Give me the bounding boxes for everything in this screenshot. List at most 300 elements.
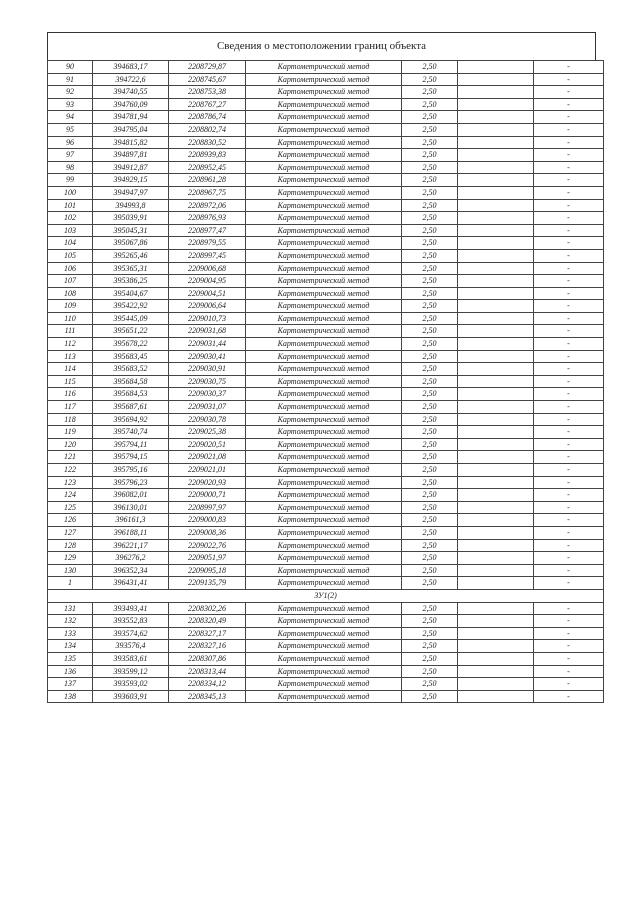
table-cell: 2,50 — [402, 199, 458, 212]
table-cell — [458, 564, 534, 577]
table-cell: 2,50 — [402, 111, 458, 124]
table-cell: 394897,81 — [93, 149, 169, 162]
table-cell: Картометрический метод — [246, 61, 402, 74]
table-cell — [458, 388, 534, 401]
table-cell: 2208830,52 — [169, 136, 246, 149]
table-cell: Картометрический метод — [246, 413, 402, 426]
table-cell: 2209006,68 — [169, 262, 246, 275]
table-cell — [458, 161, 534, 174]
table-cell — [458, 61, 534, 74]
table-cell: - — [534, 249, 604, 262]
table-cell: 2,50 — [402, 652, 458, 665]
table-cell: - — [534, 602, 604, 615]
table-cell: Картометрический метод — [246, 464, 402, 477]
table-cell: 2,50 — [402, 388, 458, 401]
table-cell: 395651,22 — [93, 325, 169, 338]
table-row — [48, 161, 604, 174]
table-cell: Картометрический метод — [246, 275, 402, 288]
table-cell: Картометрический метод — [246, 514, 402, 527]
table-row — [48, 73, 604, 86]
table-cell: 112 — [48, 338, 93, 351]
table-cell: 2208939,83 — [169, 149, 246, 162]
table-cell: - — [534, 577, 604, 590]
table-row — [48, 237, 604, 250]
table-cell: 2208334,12 — [169, 678, 246, 691]
table-cell: Картометрический метод — [246, 476, 402, 489]
table-cell: Картометрический метод — [246, 312, 402, 325]
table-cell: 2,50 — [402, 451, 458, 464]
table-cell — [458, 262, 534, 275]
table-row — [48, 501, 604, 514]
table-cell: 106 — [48, 262, 93, 275]
table-cell — [458, 640, 534, 653]
table-cell: 2208977,47 — [169, 224, 246, 237]
table-row — [48, 350, 604, 363]
table-cell: - — [534, 111, 604, 124]
table-cell: Картометрический метод — [246, 539, 402, 552]
table-cell: - — [534, 186, 604, 199]
table-cell: - — [534, 312, 604, 325]
table-row — [48, 111, 604, 124]
table-cell — [458, 363, 534, 376]
table-cell — [458, 149, 534, 162]
table-cell: 2209095,18 — [169, 564, 246, 577]
table-row — [48, 514, 604, 527]
table-cell — [458, 212, 534, 225]
table-cell: - — [534, 73, 604, 86]
table-cell: 120 — [48, 438, 93, 451]
table-row — [48, 61, 604, 74]
table-row — [48, 426, 604, 439]
table-cell: - — [534, 640, 604, 653]
table-cell — [458, 690, 534, 703]
table-cell: - — [534, 174, 604, 187]
table-cell: 134 — [48, 640, 93, 653]
table-cell: - — [534, 136, 604, 149]
table-cell: 123 — [48, 476, 93, 489]
table-cell: 394781,94 — [93, 111, 169, 124]
table-row — [48, 287, 604, 300]
table-cell — [458, 224, 534, 237]
table-cell: Картометрический метод — [246, 552, 402, 565]
table-cell: 2,50 — [402, 249, 458, 262]
table-row — [48, 577, 604, 590]
table-cell: - — [534, 438, 604, 451]
table-cell: 130 — [48, 564, 93, 577]
table-cell: Картометрический метод — [246, 136, 402, 149]
table-cell — [458, 136, 534, 149]
table-row — [48, 451, 604, 464]
table-cell: 394912,87 — [93, 161, 169, 174]
table-cell: 394947,97 — [93, 186, 169, 199]
table-cell: 2209008,36 — [169, 526, 246, 539]
table-cell: 394683,17 — [93, 61, 169, 74]
table-cell: Картометрический метод — [246, 375, 402, 388]
table-cell: 395067,86 — [93, 237, 169, 250]
table-row — [48, 413, 604, 426]
table-cell: - — [534, 388, 604, 401]
table-cell: 394993,8 — [93, 199, 169, 212]
table-cell: 124 — [48, 489, 93, 502]
table-row — [48, 489, 604, 502]
table-cell: Картометрический метод — [246, 287, 402, 300]
table-title: Сведения о местоположении границ объекта — [47, 32, 596, 60]
table-cell — [458, 287, 534, 300]
table-cell: 2209135,79 — [169, 577, 246, 590]
table-cell — [458, 552, 534, 565]
table-cell: 2208753,38 — [169, 86, 246, 99]
table-cell: 100 — [48, 186, 93, 199]
table-cell: 114 — [48, 363, 93, 376]
table-cell: Картометрический метод — [246, 224, 402, 237]
table-cell: 2208307,86 — [169, 652, 246, 665]
table-cell: 2208745,67 — [169, 73, 246, 86]
table-cell — [458, 652, 534, 665]
table-cell: 393593,02 — [93, 678, 169, 691]
table-cell: Картометрический метод — [246, 338, 402, 351]
table-cell: Картометрический метод — [246, 111, 402, 124]
table-row — [48, 627, 604, 640]
table-cell: 2209000,83 — [169, 514, 246, 527]
table-cell — [458, 174, 534, 187]
table-cell: Картометрический метод — [246, 678, 402, 691]
table-row — [48, 375, 604, 388]
table-cell: 394795,04 — [93, 123, 169, 136]
table-cell: - — [534, 526, 604, 539]
table-row — [48, 338, 604, 351]
table-cell: 393583,61 — [93, 652, 169, 665]
table-cell: 2,50 — [402, 526, 458, 539]
table-cell: 125 — [48, 501, 93, 514]
table-row — [48, 312, 604, 325]
table-cell — [458, 249, 534, 262]
table-cell: - — [534, 401, 604, 414]
table-cell: 96 — [48, 136, 93, 149]
table-cell: 2,50 — [402, 665, 458, 678]
table-cell: 2,50 — [402, 476, 458, 489]
table-cell: 395445,09 — [93, 312, 169, 325]
table-cell: 2208979,55 — [169, 237, 246, 250]
table-cell — [458, 111, 534, 124]
table-cell: 395796,23 — [93, 476, 169, 489]
table-row — [48, 363, 604, 376]
table-cell — [458, 514, 534, 527]
table-cell: 135 — [48, 652, 93, 665]
table-cell: 126 — [48, 514, 93, 527]
table-row — [48, 552, 604, 565]
table-cell: 119 — [48, 426, 93, 439]
table-cell: 2,50 — [402, 136, 458, 149]
table-cell: 2209020,93 — [169, 476, 246, 489]
table-cell: 394740,55 — [93, 86, 169, 99]
table-cell: 2,50 — [402, 86, 458, 99]
table-row — [48, 123, 604, 136]
table-cell: 2,50 — [402, 539, 458, 552]
table-cell: 133 — [48, 627, 93, 640]
table-cell: 396352,34 — [93, 564, 169, 577]
table-cell: - — [534, 363, 604, 376]
table-cell — [458, 350, 534, 363]
table-row — [48, 149, 604, 162]
table-cell: 395045,31 — [93, 224, 169, 237]
table-cell: 2209030,75 — [169, 375, 246, 388]
table-cell: - — [534, 300, 604, 313]
table-cell: 2,50 — [402, 275, 458, 288]
table-cell — [458, 98, 534, 111]
table-cell: - — [534, 413, 604, 426]
table-cell: - — [534, 86, 604, 99]
section-label: ЗУ1(2) — [48, 589, 604, 602]
table-cell: Картометрический метод — [246, 174, 402, 187]
table-cell — [458, 489, 534, 502]
table-cell: - — [534, 539, 604, 552]
table-row — [48, 136, 604, 149]
table-cell: Картометрический метод — [246, 325, 402, 338]
table-row — [48, 602, 604, 615]
table-cell: 137 — [48, 678, 93, 691]
table-cell: 2,50 — [402, 174, 458, 187]
table-cell: 93 — [48, 98, 93, 111]
table-cell: 136 — [48, 665, 93, 678]
table-cell: 90 — [48, 61, 93, 74]
boundary-table — [47, 60, 604, 703]
table-cell: - — [534, 451, 604, 464]
table-cell: - — [534, 652, 604, 665]
table-cell — [458, 199, 534, 212]
table-cell: 129 — [48, 552, 93, 565]
table-cell: - — [534, 501, 604, 514]
table-cell: 122 — [48, 464, 93, 477]
table-cell: 2209030,91 — [169, 363, 246, 376]
table-cell: 2209031,68 — [169, 325, 246, 338]
table-cell: 2,50 — [402, 212, 458, 225]
table-cell: 2209031,07 — [169, 401, 246, 414]
table-cell — [458, 413, 534, 426]
table-body-main — [48, 61, 604, 590]
table-cell: 2,50 — [402, 262, 458, 275]
table-cell: - — [534, 489, 604, 502]
table-cell — [458, 300, 534, 313]
table-cell: Картометрический метод — [246, 262, 402, 275]
table-cell: 393574,62 — [93, 627, 169, 640]
table-cell: 2209030,78 — [169, 413, 246, 426]
table-cell — [458, 375, 534, 388]
table-cell: 2,50 — [402, 514, 458, 527]
table-cell — [458, 526, 534, 539]
table-cell: 2,50 — [402, 98, 458, 111]
boundary-table-frame — [47, 32, 596, 703]
table-cell: 2,50 — [402, 325, 458, 338]
table-cell: Картометрический метод — [246, 451, 402, 464]
table-cell: - — [534, 161, 604, 174]
table-cell: 2,50 — [402, 615, 458, 628]
table-cell: 102 — [48, 212, 93, 225]
table-row — [48, 665, 604, 678]
table-cell: 396161,3 — [93, 514, 169, 527]
table-cell: 2208327,16 — [169, 640, 246, 653]
table-cell: - — [534, 237, 604, 250]
table-cell: 395039,91 — [93, 212, 169, 225]
table-cell: 2,50 — [402, 577, 458, 590]
table-cell — [458, 438, 534, 451]
table-cell: Картометрический метод — [246, 73, 402, 86]
table-cell: 2208967,75 — [169, 186, 246, 199]
table-row — [48, 464, 604, 477]
table-cell: Картометрический метод — [246, 350, 402, 363]
table-cell — [458, 602, 534, 615]
table-cell: Картометрический метод — [246, 86, 402, 99]
table-cell: 395678,22 — [93, 338, 169, 351]
table-section — [48, 589, 604, 602]
table-cell: - — [534, 212, 604, 225]
table-row — [48, 652, 604, 665]
table-cell: Картометрический метод — [246, 627, 402, 640]
table-cell: 117 — [48, 401, 93, 414]
table-row — [48, 564, 604, 577]
table-cell: 111 — [48, 325, 93, 338]
table-row — [48, 262, 604, 275]
table-cell: - — [534, 149, 604, 162]
table-cell: 2208302,26 — [169, 602, 246, 615]
table-cell: 395404,67 — [93, 287, 169, 300]
table-cell: 393576,4 — [93, 640, 169, 653]
table-cell — [458, 275, 534, 288]
table-cell: 394760,09 — [93, 98, 169, 111]
table-cell: 2,50 — [402, 312, 458, 325]
table-cell: 1 — [48, 577, 93, 590]
table-cell: 103 — [48, 224, 93, 237]
table-row — [48, 526, 604, 539]
table-cell: 395740,74 — [93, 426, 169, 439]
table-cell: Картометрический метод — [246, 98, 402, 111]
table-cell: - — [534, 224, 604, 237]
table-cell: 2,50 — [402, 501, 458, 514]
table-cell: 2,50 — [402, 602, 458, 615]
table-row — [48, 98, 604, 111]
table-cell: 91 — [48, 73, 93, 86]
table-row — [48, 539, 604, 552]
table-cell — [458, 615, 534, 628]
table-row — [48, 300, 604, 313]
table-cell: Картометрический метод — [246, 602, 402, 615]
table-cell: 395422,92 — [93, 300, 169, 313]
table-cell: Картометрический метод — [246, 564, 402, 577]
table-cell: 2208972,06 — [169, 199, 246, 212]
table-cell: 2208729,87 — [169, 61, 246, 74]
table-cell: 2,50 — [402, 413, 458, 426]
table-cell: 2,50 — [402, 690, 458, 703]
section-row — [48, 589, 604, 602]
table-cell: - — [534, 476, 604, 489]
table-cell: 127 — [48, 526, 93, 539]
table-cell: 92 — [48, 86, 93, 99]
table-cell — [458, 476, 534, 489]
table-cell: 118 — [48, 413, 93, 426]
table-cell: - — [534, 564, 604, 577]
table-cell: 2,50 — [402, 61, 458, 74]
table-cell — [458, 312, 534, 325]
table-cell: 2,50 — [402, 375, 458, 388]
table-cell: - — [534, 350, 604, 363]
table-cell: 2209004,51 — [169, 287, 246, 300]
table-cell — [458, 501, 534, 514]
table-cell: 395694,92 — [93, 413, 169, 426]
table-row — [48, 199, 604, 212]
table-cell: 104 — [48, 237, 93, 250]
table-cell: 97 — [48, 149, 93, 162]
table-cell: 2,50 — [402, 564, 458, 577]
table-cell: 2209010,73 — [169, 312, 246, 325]
table-cell — [458, 338, 534, 351]
table-cell: 394929,15 — [93, 174, 169, 187]
table-row — [48, 401, 604, 414]
table-cell: 2209025,38 — [169, 426, 246, 439]
table-cell: - — [534, 615, 604, 628]
table-cell: 2,50 — [402, 186, 458, 199]
table-cell: Картометрический метод — [246, 577, 402, 590]
table-cell — [458, 627, 534, 640]
table-cell: 116 — [48, 388, 93, 401]
table-cell — [458, 426, 534, 439]
table-cell: Картометрический метод — [246, 199, 402, 212]
table-cell: 2208313,44 — [169, 665, 246, 678]
table-cell — [458, 401, 534, 414]
table-cell: 2209020,51 — [169, 438, 246, 451]
table-cell: 394815,82 — [93, 136, 169, 149]
table-cell: Картометрический метод — [246, 401, 402, 414]
table-cell — [458, 464, 534, 477]
table-cell: 101 — [48, 199, 93, 212]
table-cell: 2208961,28 — [169, 174, 246, 187]
table-cell: 395795,16 — [93, 464, 169, 477]
table-cell: Картометрический метод — [246, 426, 402, 439]
table-cell: 395794,15 — [93, 451, 169, 464]
table-cell: 2,50 — [402, 149, 458, 162]
table-cell: 2208767,27 — [169, 98, 246, 111]
table-row — [48, 476, 604, 489]
table-cell: Картометрический метод — [246, 363, 402, 376]
table-cell: 2209030,41 — [169, 350, 246, 363]
table-cell: 94 — [48, 111, 93, 124]
table-cell: 393599,12 — [93, 665, 169, 678]
table-cell — [458, 186, 534, 199]
table-cell: 395683,45 — [93, 350, 169, 363]
table-cell: 2208997,97 — [169, 501, 246, 514]
table-cell: 2,50 — [402, 161, 458, 174]
table-cell: 2209004,95 — [169, 275, 246, 288]
table-cell: Картометрический метод — [246, 186, 402, 199]
table-cell: 98 — [48, 161, 93, 174]
table-cell: 132 — [48, 615, 93, 628]
table-cell: 128 — [48, 539, 93, 552]
table-cell: Картометрический метод — [246, 690, 402, 703]
table-row — [48, 212, 604, 225]
table-cell: 395687,61 — [93, 401, 169, 414]
table-cell: 2208320,49 — [169, 615, 246, 628]
table-cell: - — [534, 262, 604, 275]
table-row — [48, 174, 604, 187]
table-cell: 395265,46 — [93, 249, 169, 262]
table-cell: - — [534, 552, 604, 565]
table-cell: 2209021,01 — [169, 464, 246, 477]
table-row — [48, 640, 604, 653]
table-cell: 2,50 — [402, 123, 458, 136]
table-cell: 2208786,74 — [169, 111, 246, 124]
table-row — [48, 690, 604, 703]
table-cell: 395683,52 — [93, 363, 169, 376]
table-cell: 2,50 — [402, 300, 458, 313]
table-cell: 2209021,08 — [169, 451, 246, 464]
